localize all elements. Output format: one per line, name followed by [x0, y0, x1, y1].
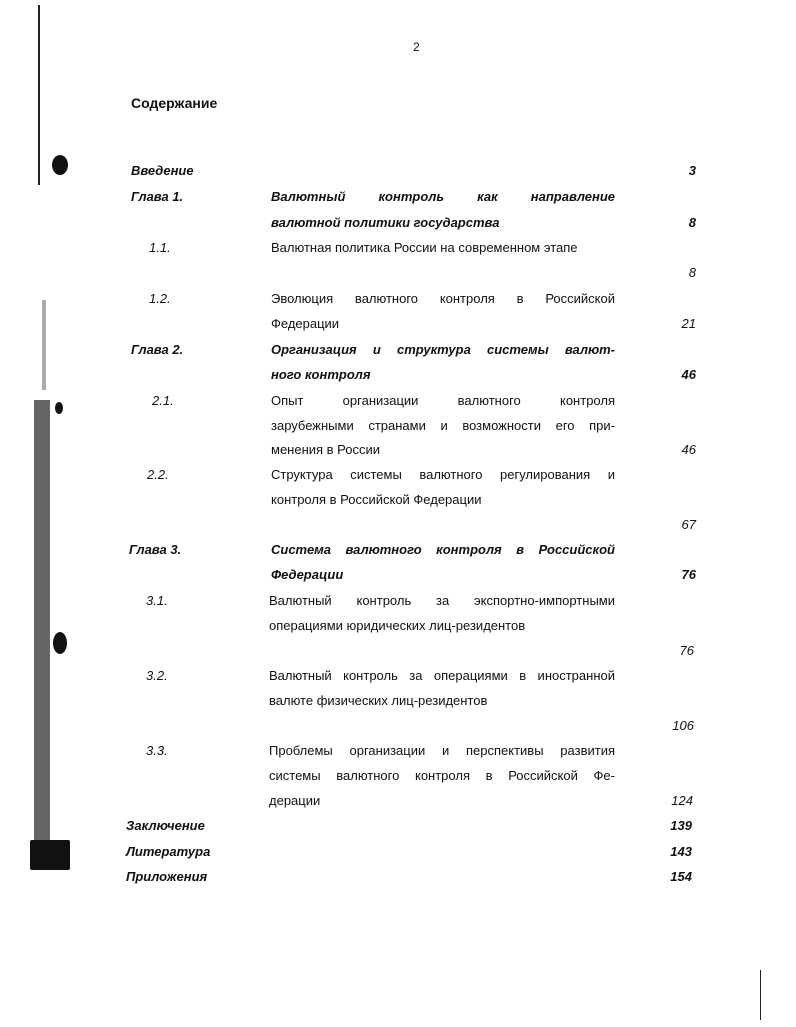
toc-1-2-title-line1: Эволюция валютного контроля в Российской	[271, 291, 615, 306]
toc-3-1-page: 76	[679, 643, 694, 658]
toc-ch1-title-line2: валютной политики государства	[271, 215, 500, 230]
toc-literature-page: 143	[670, 844, 692, 859]
scan-edge-line	[38, 5, 40, 185]
toc-appendix-label: Приложения	[126, 869, 208, 884]
scan-blob	[52, 155, 68, 175]
scan-corner-mark	[30, 840, 70, 870]
toc-1-2-num: 1.2.	[149, 291, 171, 306]
toc-3-3-title-line2: системы валютного контроля в Российской Фе-	[269, 768, 615, 783]
toc-2-2-page: 67	[681, 517, 696, 532]
toc-ch1-page: 8	[688, 215, 696, 230]
toc-3-3-title-line3: дерации	[269, 793, 321, 808]
scan-noise	[42, 300, 46, 390]
scan-blob	[53, 632, 67, 654]
toc-2-1-title-line2: зарубежными странами и возможности его при-	[271, 418, 615, 433]
page-title: Содержание	[131, 95, 218, 111]
toc-ch2-title-line1: Организация и структура системы валют-	[271, 342, 615, 357]
toc-1-2-page: 21	[681, 316, 696, 331]
toc-3-1-title-line1: Валютный контроль за экспортно-импортными	[269, 593, 615, 608]
toc-appendix-page: 154	[670, 869, 692, 884]
toc-3-2-num: 3.2.	[146, 668, 168, 683]
toc-ch3-label: Глава 3.	[129, 542, 182, 557]
toc-ch2-title-line2: ного контроля	[271, 367, 371, 382]
scan-right-line	[760, 970, 761, 1020]
toc-3-3-num: 3.3.	[146, 743, 168, 758]
toc-1-1-num: 1.1.	[149, 240, 171, 255]
toc-ch2-label: Глава 2.	[131, 342, 184, 357]
toc-3-1-title-line2: операциями юридических лиц-резидентов	[269, 618, 526, 633]
toc-ch1-title-line1: Валютный контроль как направление	[271, 189, 615, 204]
toc-ch2-page: 46	[681, 367, 696, 382]
toc-2-1-page: 46	[681, 442, 696, 457]
toc-3-1-num: 3.1.	[146, 593, 168, 608]
toc-3-3-title-line1: Проблемы организации и перспективы развития	[269, 743, 615, 758]
toc-ch3-title-line1: Система валютного контроля в Российской	[271, 542, 615, 557]
page-number: 2	[413, 40, 420, 54]
toc-intro-label: Введение	[131, 163, 194, 178]
toc-3-2-title-line2: валюте физических лиц-резидентов	[269, 693, 488, 708]
toc-1-1-title: Валютная политика России на современном этапе	[271, 240, 578, 255]
scan-blob	[55, 402, 63, 414]
toc-ch1-label: Глава 1.	[131, 189, 184, 204]
toc-2-1-title-line3: менения в России	[271, 442, 381, 457]
scan-edge-band	[34, 400, 50, 870]
toc-ch3-title-line2: Федерации	[271, 567, 344, 582]
toc-3-2-page: 106	[672, 718, 694, 733]
toc-3-3-page: 124	[671, 793, 693, 808]
toc-ch3-page: 76	[681, 567, 696, 582]
toc-2-2-title-line1: Структура системы валютного регулирования и	[271, 467, 615, 482]
toc-conclusion-label: Заключение	[126, 818, 205, 833]
toc-2-1-num: 2.1.	[152, 393, 174, 408]
toc-literature-label: Литература	[126, 844, 211, 859]
toc-2-2-num: 2.2.	[147, 467, 169, 482]
toc-2-2-title-line2: контроля в Российской Федерации	[271, 492, 482, 507]
toc-1-2-title-line2: Федерации	[271, 316, 340, 331]
toc-intro-page: 3	[688, 163, 696, 178]
toc-1-1-page: 8	[688, 265, 696, 280]
toc-3-2-title-line1: Валютный контроль за операциями в иностранной	[269, 668, 615, 683]
toc-conclusion-page: 139	[670, 818, 692, 833]
toc-2-1-title-line1: Опыт организации валютного контроля	[271, 393, 615, 408]
